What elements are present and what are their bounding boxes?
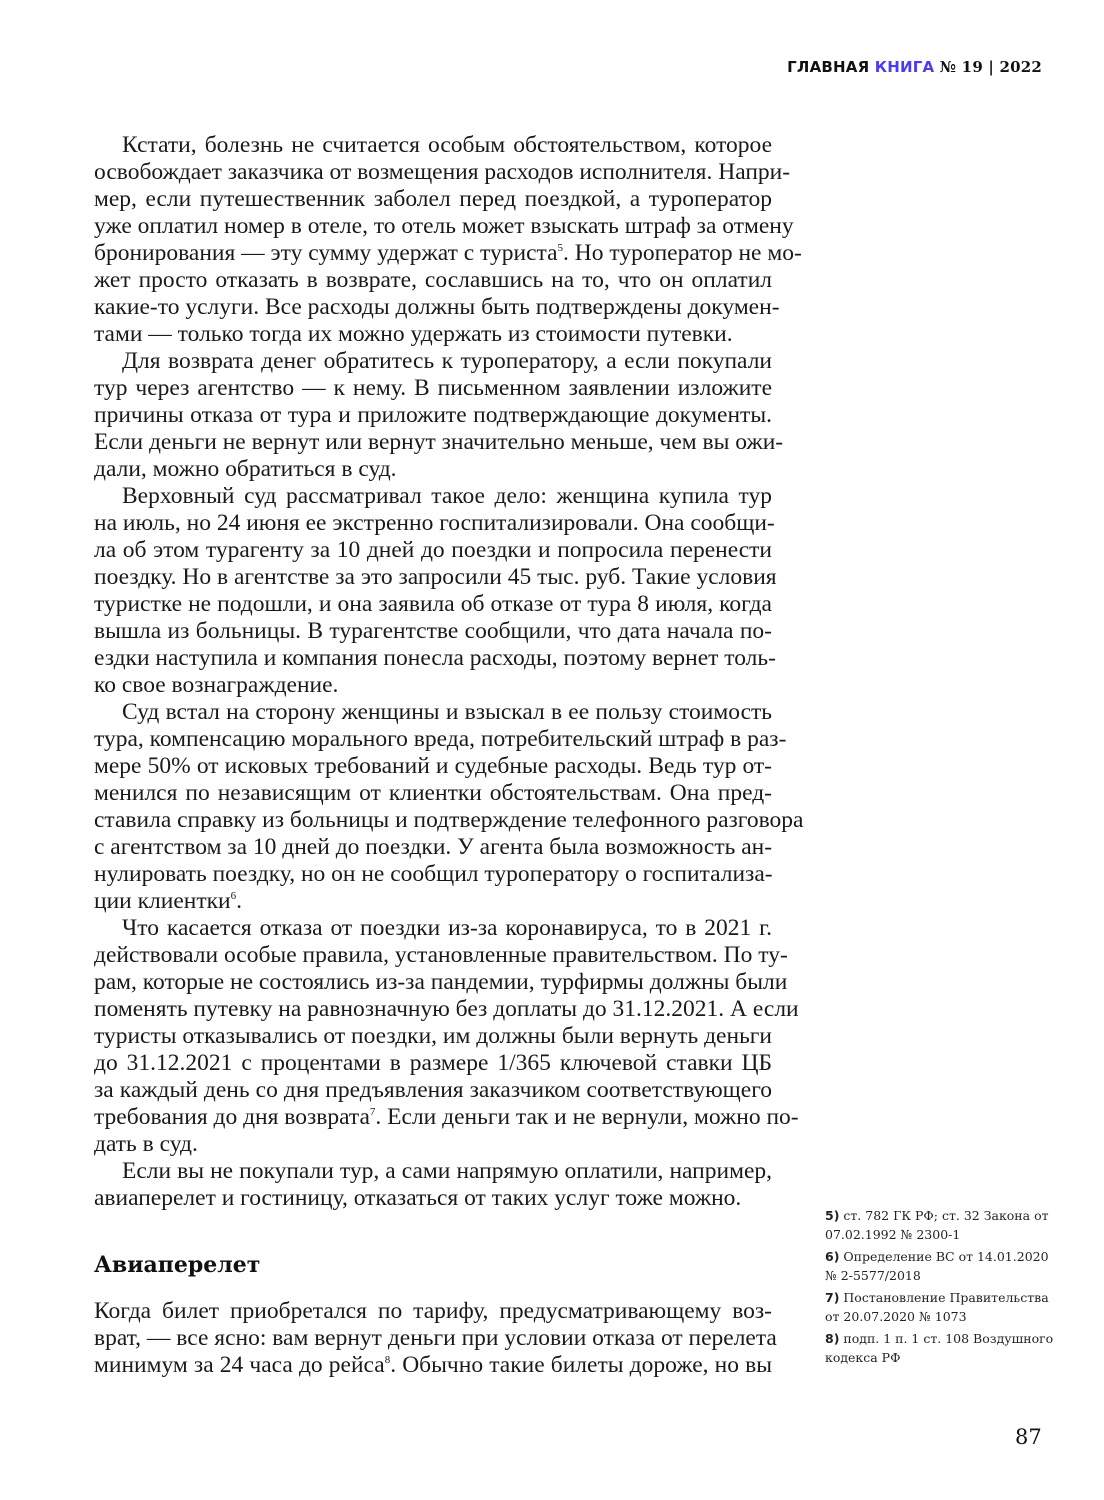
paragraph [94, 132, 802, 348]
text-line: до 31.12.2021 с процентами в размере 1/365 ключевой ставки ЦБ [94, 1050, 772, 1076]
paragraph [94, 1158, 772, 1212]
text-line: освобождает заказчика от возмещения расходов исполнителя. Напри- [94, 159, 791, 185]
text-line: нулировать поездку, но он не сообщил туроператору о госпитализа- [94, 861, 773, 887]
text-line: бронирования — эту сумму удержат с туриста$^5$. Но туроператор не мо- [94, 240, 802, 266]
footnote-ref[interactable]: 8 [384, 1354, 391, 1366]
footnote-number: 5) [825, 1208, 840, 1223]
text-line: на июль, но 24 июня ее экстренно госпитализировали. Она сообщи- [94, 510, 775, 536]
text-line: требования до дня возврата$^7$. Если деньги так и не вернули, можно по- [94, 1104, 799, 1130]
footnote-text: Постановление Правительства от 20.07.2020 № 1073 [825, 1290, 1049, 1324]
text-line: дали, можно обратиться в суд. [94, 456, 397, 482]
text-line: ездки наступила и компания понесла расходы, поэтому вернет толь- [94, 645, 776, 671]
footnote [825, 1206, 1055, 1244]
footnote-ref[interactable]: 7 [369, 1106, 376, 1118]
paragraph [94, 483, 777, 699]
article-body [94, 132, 804, 1379]
text-line: с агентством за 10 дней до поездки. У агента была возможность ан- [94, 834, 773, 860]
text-line: Верховный суд рассматривал такое дело: женщина купила тур [122, 483, 772, 509]
footnote-ref[interactable]: 5 [557, 242, 564, 254]
footnote [825, 1247, 1055, 1285]
text-line: тура, компенсацию морального вреда, потребительский штраф в раз- [94, 726, 787, 752]
text-line: Когда билет приобретался по тарифу, предусматривающему воз- [94, 1298, 772, 1324]
footnotes [825, 1206, 1055, 1370]
text-line: уже оплатил номер в отеле, то отель может взыскать штраф за отмену [94, 213, 794, 239]
footnote [825, 1329, 1055, 1367]
text-line: жет просто отказать в возврате, сославшись на то, что он оплатил [94, 267, 772, 293]
text-line: Для возврата денег обратитесь к туроператору, а если покупали [122, 348, 772, 374]
text-line: мере 50% от исковых требований и судебные расходы. Ведь тур от- [94, 753, 772, 779]
brand-main: ГЛАВНАЯ [787, 58, 870, 76]
text-line: причины отказа от тура и приложите подтверждающие документы. [94, 402, 772, 428]
paragraph [94, 348, 784, 483]
paragraphs [94, 132, 804, 1212]
text-line: какие-то услуги. Все расходы должны быть подтверждены докумен- [94, 294, 780, 320]
section-paragraphs [94, 1298, 777, 1379]
text-line: тур через агентство — к нему. В письменном заявлении изложите [94, 375, 772, 401]
section-heading: Авиаперелет [94, 1252, 261, 1278]
text-line: туристке не подошли, и она заявила об отказе от тура 8 июля, когда [94, 591, 772, 617]
footnote [825, 1288, 1055, 1326]
text-line: ции клиентки$^6$. [94, 888, 242, 914]
text-line: Кстати, болезнь не считается особым обстоятельством, которое [122, 132, 772, 158]
text-line: поездку. Но в агентстве за это запросили 45 тыс. руб. Такие условия [94, 564, 777, 590]
paragraph [94, 699, 804, 915]
footnote-text: подп. 1 п. 1 ст. 108 Воздушного кодекса РФ [825, 1331, 1054, 1365]
text-line: Если вы не покупали тур, а сами напрямую оплатили, например, [122, 1158, 772, 1184]
text-line: мер, если путешественник заболел перед поездкой, а туроператор [94, 186, 772, 212]
text-line: дать в суд. [94, 1131, 198, 1157]
text-line: тами — только тогда их можно удержать из стоимости путевки. [94, 321, 733, 347]
footnote-number: 6) [825, 1249, 840, 1264]
text-line: Если деньги не вернут или вернут значительно меньше, чем вы ожи- [94, 429, 784, 455]
text-line: врат, — все ясно: вам вернут деньги при условии отказа от перелета [94, 1325, 777, 1351]
text-line: Что касается отказа от поездки из-за коронавируса, то в 2021 г. [122, 915, 772, 941]
text-line: ставила справку из больницы и подтверждение телефонного разговора [94, 807, 804, 833]
page-number: 87 [1015, 1425, 1042, 1449]
text-line: туристы отказывались от поездки, им должны были вернуть деньги [94, 1023, 772, 1049]
footnote-ref[interactable]: 6 [230, 890, 237, 902]
text-line: вышла из больницы. В турагентстве сообщили, что дата начала по- [94, 618, 772, 644]
issue-number: № 19 | 2022 [939, 58, 1042, 76]
brand-accent: КНИГА [874, 58, 935, 76]
text-line: действовали особые правила, установленные правительством. По ту- [94, 942, 788, 968]
footnote-text: ст. 782 ГК РФ; ст. 32 Закона от 07.02.1992 № 2300-1 [825, 1208, 1049, 1242]
text-line: Суд встал на сторону женщины и взыскал в ее пользу стоимость [122, 699, 772, 725]
text-line: менился по независящим от клиентки обстоятельствам. Она пред- [94, 780, 772, 806]
footnote-number: 7) [825, 1290, 840, 1305]
text-line: авиаперелет и гостиницу, отказаться от таких услуг тоже можно. [94, 1185, 742, 1211]
paragraph [94, 1298, 777, 1379]
footnote-number: 8) [825, 1331, 840, 1346]
footnote-text: Определение ВС от 14.01.2020 № 2-5577/2018 [825, 1249, 1049, 1283]
text-line: поменять путевку на равнозначную без доплаты до 31.12.2021. А если [94, 996, 799, 1022]
paragraph [94, 915, 799, 1158]
text-line: ко свое вознаграждение. [94, 672, 339, 698]
running-header [787, 58, 1042, 76]
text-line: минимум за 24 часа до рейса$^8$. Обычно такие билеты дороже, но вы [94, 1352, 772, 1378]
text-line: за каждый день со дня предъявления заказчиком соответствующего [94, 1077, 772, 1103]
text-line: ла об этом турагенту за 10 дней до поездки и попросила перенести [94, 537, 772, 563]
text-line: рам, которые не состоялись из-за пандемии, турфирмы должны были [94, 969, 788, 995]
